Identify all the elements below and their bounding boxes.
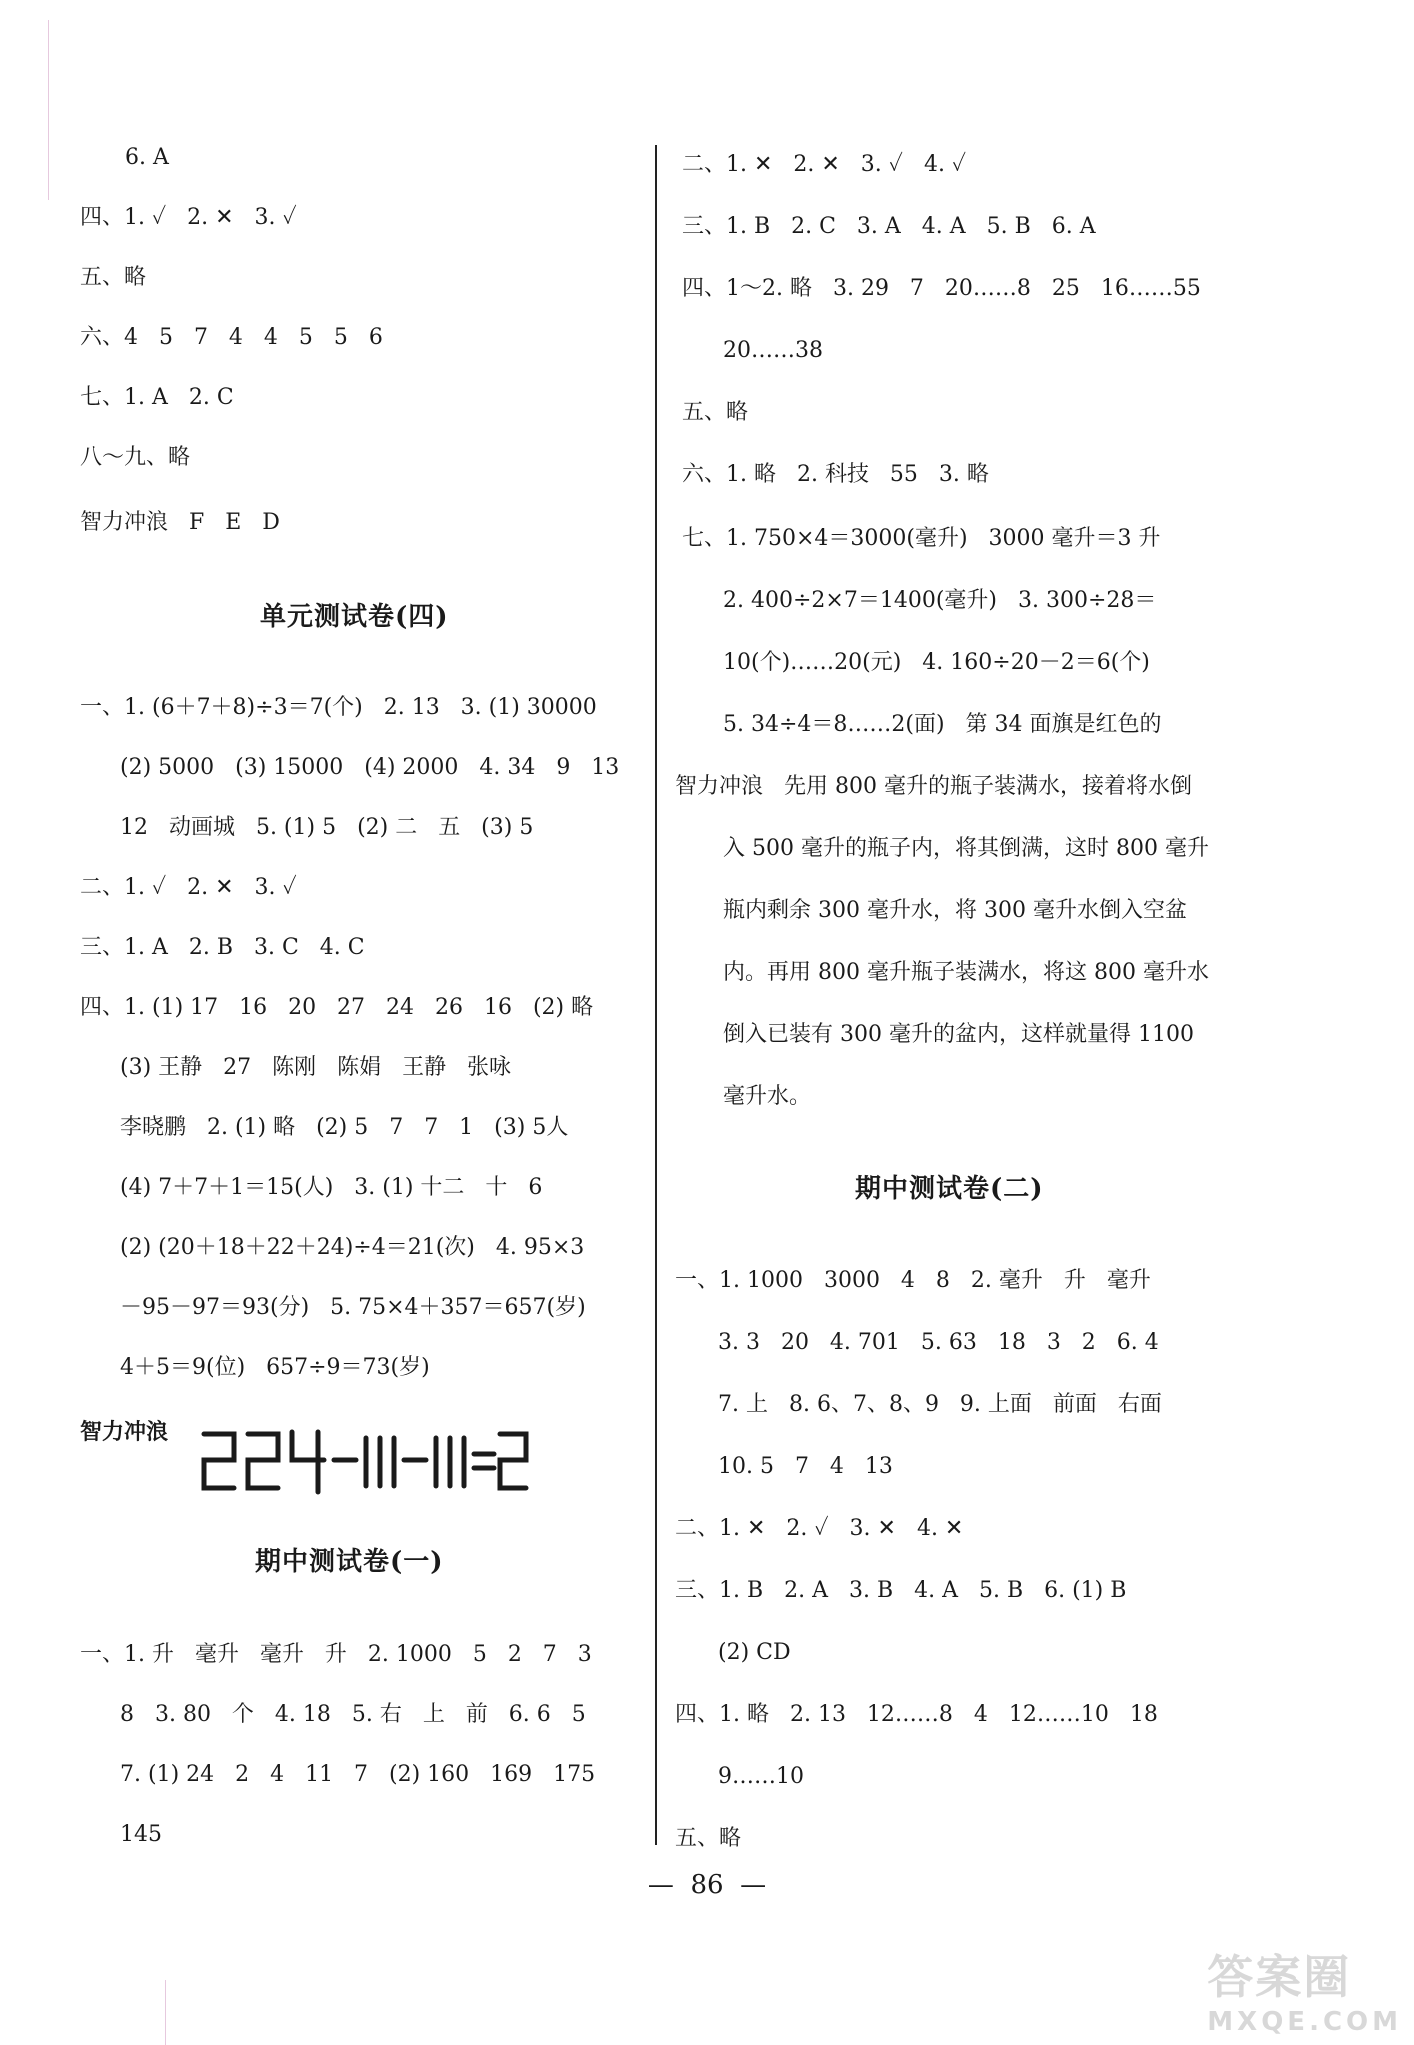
answer-line: 五、略 (80, 265, 147, 290)
answer-line: (3) 王静 27 陈刚 陈娟 王静 张咏 (120, 1055, 512, 1080)
answer-line: 3. 3 20 4. 701 5. 63 18 3 2 6. 4 (718, 1330, 1159, 1355)
section-heading-unit4: 单元测试卷(四) (260, 602, 449, 632)
watermark-url: MXQE.COM (1207, 2007, 1402, 2037)
answer-line: 六、4 5 7 4 4 5 5 6 (80, 325, 383, 350)
answer-line: 倒入已装有 300 毫升的盆内，这样就量得 1100 (723, 1022, 1194, 1047)
answer-line: 四、1. (1) 17 16 20 27 24 26 16 (2) 略 (80, 995, 594, 1020)
answer-line: 五、略 (675, 1826, 742, 1851)
puzzle-label: 智力冲浪 (80, 1420, 169, 1445)
answer-line: 七、1. 750×4＝3000(毫升) 3000 毫升＝3 升 (682, 526, 1161, 551)
answer-line: 一、1. 升 毫升 毫升 升 2. 1000 5 2 7 3 (80, 1642, 592, 1667)
answer-line: 四、1. 略 2. 13 12……8 4 12……10 18 (675, 1702, 1158, 1727)
answer-line: (2) CD (718, 1640, 791, 1665)
answer-line: 20……38 (723, 338, 823, 363)
answer-line: 9……10 (718, 1764, 804, 1789)
answer-line: 二、1. ✓ 2. ✕ 3. ✓ (80, 875, 297, 900)
answer-line: 毫升水。 (723, 1084, 812, 1109)
answer-line: 2. 400÷2×7＝1400(毫升) 3. 300÷28＝ (723, 588, 1157, 613)
answer-line: 二、1. ✕ 2. ✓ 3. ✕ 4. ✕ (675, 1516, 964, 1541)
section-heading-midterm2: 期中测试卷(二) (855, 1174, 1044, 1204)
answer-line: 三、1. B 2. C 3. A 4. A 5. B 6. A (682, 214, 1096, 239)
answer-line: 三、1. B 2. A 3. B 4. A 5. B 6. (1) B (675, 1578, 1127, 1603)
matchstick-puzzle-drawing (200, 1428, 530, 1498)
answer-line: 内。再用 800 毫升瓶子装满水，将这 800 毫升水 (723, 960, 1209, 985)
answer-line: 10(个)……20(元) 4. 160÷20－2＝6(个) (723, 650, 1150, 675)
answer-line: 6. A (125, 145, 169, 170)
answer-line: 10. 5 7 4 13 (718, 1454, 893, 1479)
page-crease (48, 20, 49, 200)
answer-line: 三、1. A 2. B 3. C 4. C (80, 935, 365, 960)
answer-line: 二、1. ✕ 2. ✕ 3. ✓ 4. ✓ (682, 152, 967, 177)
answer-line: 智力冲浪 F E D (80, 510, 280, 535)
answer-line: 一、1. (6＋7＋8)÷3＝7(个) 2. 13 3. (1) 30000 (80, 695, 597, 720)
page-crease (165, 1980, 166, 2045)
answer-line: 李晓鹏 2. (1) 略 (2) 5 7 7 1 (3) 5人 (120, 1115, 569, 1140)
answer-line: 智力冲浪 先用 800 毫升的瓶子装满水，接着将水倒 (675, 774, 1192, 799)
answer-line: 六、1. 略 2. 科技 55 3. 略 (682, 462, 989, 487)
answer-line: 瓶内剩余 300 毫升水，将 300 毫升水倒入空盆 (723, 898, 1187, 923)
answer-line: 7. (1) 24 2 4 11 7 (2) 160 169 175 (120, 1762, 596, 1787)
answer-line: 12 动画城 5. (1) 5 (2) 二 五 (3) 5 (120, 815, 534, 840)
answer-line: (2) (20＋18＋22＋24)÷4＝21(次) 4. 95×3 (120, 1235, 585, 1260)
answer-line: 五、略 (682, 400, 749, 425)
column-divider (655, 145, 657, 1845)
section-heading-midterm1: 期中测试卷(一) (255, 1547, 444, 1577)
watermark-text: 答案圈 (1207, 1950, 1352, 2004)
answer-line: 7. 上 8. 6、7、8、9 9. 上面 前面 右面 (718, 1392, 1162, 1417)
answer-line: (4) 7＋7＋1＝15(人) 3. (1) 十二 十 6 (120, 1175, 543, 1200)
answer-line: 四、1. ✓ 2. ✕ 3. ✓ (80, 205, 297, 230)
answer-line: 入 500 毫升的瓶子内，将其倒满，这时 800 毫升 (723, 836, 1209, 861)
answer-line: 4＋5＝9(位) 657÷9＝73(岁) (120, 1355, 430, 1380)
answer-line: 145 (120, 1822, 162, 1847)
page-number: — 86 — (647, 1870, 767, 1900)
answer-line: (2) 5000 (3) 15000 (4) 2000 4. 34 9 13 (120, 755, 620, 780)
answer-line: 一、1. 1000 3000 4 8 2. 毫升 升 毫升 (675, 1268, 1151, 1293)
answer-line: －95－97＝93(分) 5. 75×4＋357＝657(岁) (120, 1295, 586, 1320)
answer-line: 5. 34÷4＝8……2(面) 第 34 面旗是红色的 (723, 712, 1162, 737)
answer-line: 八～九、略 (80, 445, 191, 470)
answer-line: 七、1. A 2. C (80, 385, 234, 410)
answer-line: 8 3. 80 个 4. 18 5. 右 上 前 6. 6 5 (120, 1702, 586, 1727)
answer-line: 四、1～2. 略 3. 29 7 20……8 25 16……55 (682, 276, 1201, 301)
watermark-logo (1207, 1941, 1402, 2037)
